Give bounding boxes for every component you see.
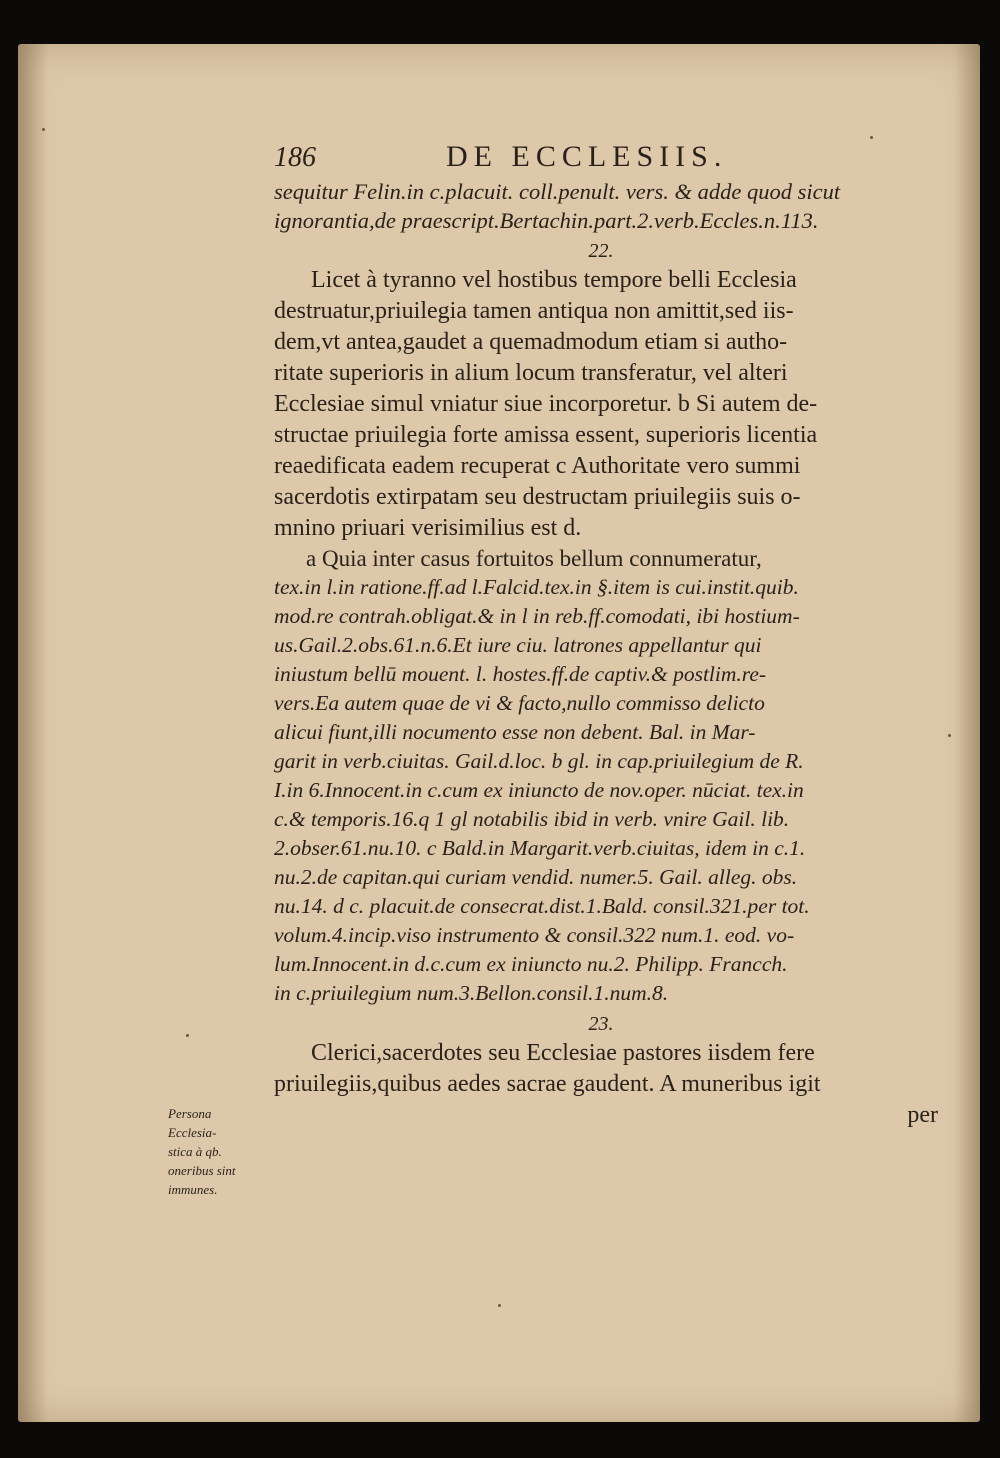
- paragraph-line: mnino priuari verisimilius est d.: [274, 515, 582, 541]
- section-number: 23.: [588, 1013, 614, 1035]
- note-line: nu.2.de capitan.qui curiam vendid. numer.5. Gail. alleg. obs.: [274, 865, 798, 889]
- margin-note-line: immunes.: [168, 1182, 218, 1197]
- paragraph-line: priuilegiis,quibus aedes sacrae gaudent. A muneribus igit: [274, 1071, 821, 1097]
- note-line: c.& temporis.16.q 1 gl notabilis ibid in verb. vnire Gail. lib.: [274, 807, 790, 831]
- margin-note-line: oneribus sint: [168, 1163, 236, 1178]
- note-line: lum.Innocent.in d.c.cum ex iniuncto nu.2. Philipp. Francch.: [274, 952, 788, 976]
- book-page: [18, 44, 980, 1422]
- paper-speck: [948, 734, 951, 737]
- page-shadow-left: [18, 44, 48, 1422]
- note-line: mod.re contrah.obligat.& in l in reb.ff.comodati, ibi hostium-: [274, 604, 800, 628]
- page-number: 186: [274, 142, 316, 173]
- note-line: garit in verb.ciuitas. Gail.d.loc. b gl. in cap.priuilegium de R.: [274, 749, 804, 773]
- paragraph-line: reaedificata eadem recuperat c Authoritate vero summi: [274, 453, 801, 479]
- note-line: in c.priuilegium num.3.Bellon.consil.1.num.8.: [274, 981, 669, 1005]
- text-block: [256, 134, 946, 1130]
- note-line: volum.4.incip.viso instrumento & consil.322 num.1. eod. vo-: [274, 923, 795, 947]
- note-line: 2.obser.61.nu.10. c Bald.in Margarit.verb.ciuitas, idem in c.1.: [274, 836, 806, 860]
- note-line: vers.Ea autem quae de vi & facto,nullo commisso delicto: [274, 691, 765, 715]
- margin-note-line: Persona: [168, 1106, 212, 1121]
- paragraph-line: dem,vt antea,gaudet a quemadmodum etiam si autho-: [274, 329, 788, 355]
- note-line: us.Gail.2.obs.61.n.6.Et iure ciu. latrones appellantur qui: [274, 633, 762, 657]
- paragraph-line: Ecclesiae simul vniatur siue incorporetur. b Si autem de-: [274, 391, 818, 417]
- paragraph-line: destruatur,priuilegia tamen antiqua non amittit,sed iis-: [274, 298, 794, 324]
- note-line: I.in 6.Innocent.in c.cum ex iniuncto de nov.oper. nūciat. tex.in: [274, 778, 804, 802]
- page-header: DE ECCLESIIS.: [446, 140, 728, 173]
- margin-note-line: stica à qb.: [168, 1144, 222, 1159]
- paragraph-line: ritate superioris in alium locum transferatur, vel alteri: [274, 360, 788, 386]
- note-line: alicui fiunt,illi nocumento esse non debent. Bal. in Mar-: [274, 720, 756, 744]
- margin-note: [168, 1104, 236, 1199]
- catchword: per: [907, 1102, 938, 1128]
- paragraph-line: Clerici,sacerdotes seu Ecclesiae pastores iisdem fere: [311, 1040, 815, 1066]
- page-shadow-right: [954, 44, 980, 1422]
- paper-speck: [186, 1034, 189, 1037]
- note-line: a Quia inter casus fortuitos bellum connumeratur,: [306, 546, 762, 571]
- section-number: 22.: [588, 240, 614, 262]
- paper-speck: [498, 1304, 501, 1307]
- running-head: [256, 134, 946, 178]
- continuation-line: ignorantia,de praescript.Bertachin.part.2.verb.Eccles.n.113.: [274, 207, 819, 233]
- paper-speck: [42, 128, 45, 131]
- continuation-line: sequitur Felin.in c.placuit. coll.penult. vers. & adde quod sicut: [274, 179, 841, 204]
- paragraph-line: Licet à tyranno vel hostibus tempore belli Ecclesia: [311, 267, 797, 293]
- paragraph-line: sacerdotis extirpatam seu destructam priuilegiis suis o-: [274, 484, 801, 510]
- note-line: nu.14. d c. placuit.de consecrat.dist.1.Bald. consil.321.per tot.: [274, 894, 810, 918]
- note-line: tex.in l.in ratione.ff.ad l.Falcid.tex.in §.item is cui.instit.quib.: [274, 575, 799, 599]
- note-line: iniustum bellū mouent. l. hostes.ff.de captiv.& postlim.re-: [274, 662, 767, 686]
- paragraph-line: structae priuilegia forte amissa essent, superioris licentia: [274, 422, 818, 448]
- margin-note-line: Ecclesia-: [168, 1125, 217, 1140]
